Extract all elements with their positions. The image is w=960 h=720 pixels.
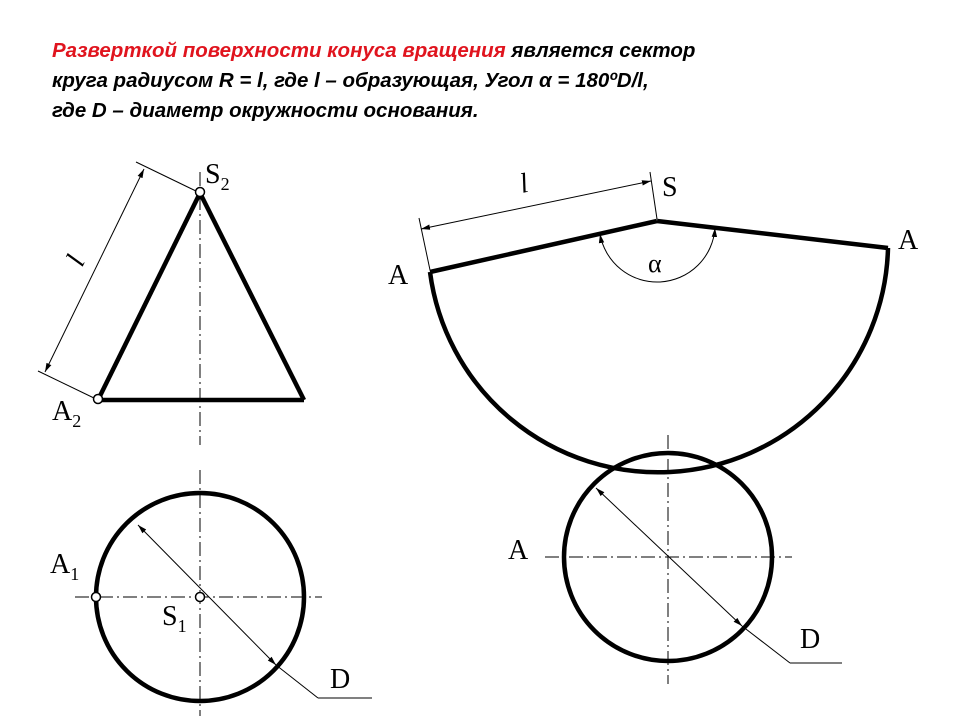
label-a-right: A <box>898 225 919 256</box>
development-sector <box>388 168 919 472</box>
label-a1: $A_1$ <box>50 549 80 584</box>
heading-highlight: Разверткой поверхности конуса вращения <box>52 39 506 62</box>
top-diameter-line <box>138 525 276 665</box>
label-s1: $S_1$ <box>162 601 187 636</box>
sector-radius-dimension <box>421 181 651 229</box>
heading-line2: круга радиусом R = l, где l – образующая, Угол α = 180ºD/l, <box>52 69 649 92</box>
top-view <box>50 470 372 716</box>
label-s2: $S_2$ <box>205 159 230 194</box>
label-a-base: A <box>508 535 529 566</box>
sector-left-radius <box>430 221 657 272</box>
point-a1 <box>92 593 101 602</box>
sector-right-radius <box>657 221 888 248</box>
label-l-development: l <box>517 167 532 200</box>
sector-extension-apex <box>650 172 657 219</box>
cone-left-generatrix <box>98 193 200 400</box>
label-alpha: α <box>648 249 662 278</box>
heading-line3: где D – диаметр окружности основания. <box>52 99 479 122</box>
base-diameter-leader <box>742 626 790 663</box>
heading-line1-rest: является сектор <box>505 39 696 62</box>
center-point-s1 <box>196 593 205 602</box>
sector-extension-left <box>419 218 430 270</box>
apex-point-s2 <box>196 188 205 197</box>
label-a2: $A_2$ <box>52 396 82 431</box>
label-s-development: S <box>662 172 678 203</box>
front-view <box>38 159 304 445</box>
base-point-a2 <box>94 395 103 404</box>
top-diameter-leader <box>276 665 318 698</box>
label-l-front: l <box>60 250 92 272</box>
extension-line-apex <box>136 162 198 192</box>
extension-line-base <box>38 371 96 399</box>
label-d-top: D <box>330 664 351 695</box>
cone-right-generatrix <box>200 193 304 400</box>
label-d-base: D <box>800 624 821 655</box>
label-a-left: A <box>388 260 409 291</box>
